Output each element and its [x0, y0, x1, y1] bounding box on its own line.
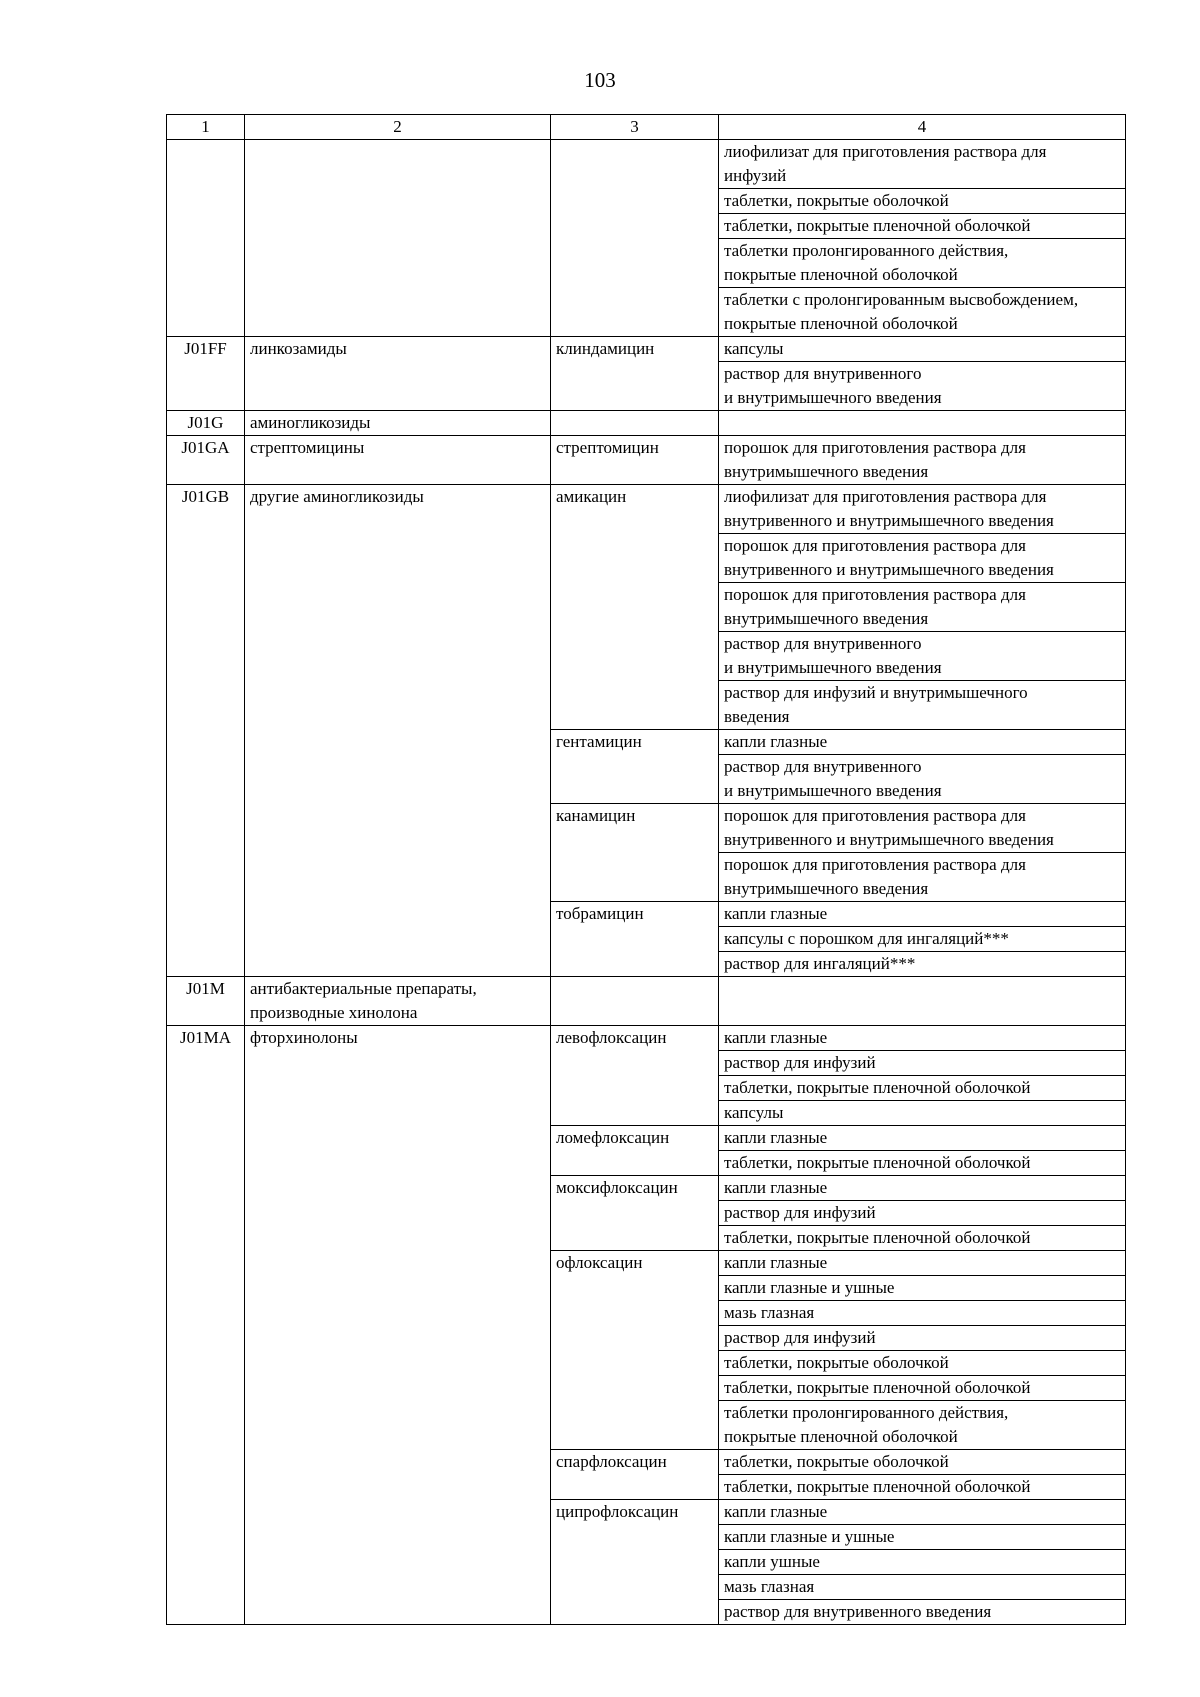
dosage-form-cell: капли глазные	[719, 1500, 1126, 1525]
dosage-form-cell: раствор для инфузий	[719, 1051, 1126, 1076]
atc-code-cell: J01FF	[167, 337, 245, 411]
dosage-form-cell: капсулы	[719, 337, 1126, 362]
drug-name-cell: амикацин	[551, 485, 719, 730]
dosage-form-cell: раствор для внутривенного введения	[719, 1600, 1126, 1625]
dosage-form-cell: лиофилизат для приготовления раствора для инфузий	[719, 140, 1126, 189]
table-row	[167, 140, 1126, 189]
drug-name-cell	[551, 411, 719, 436]
dosage-form-cell: раствор для инфузий и внутримышечного введения	[719, 681, 1126, 730]
column-header-4: 4	[719, 115, 1126, 140]
dosage-form-cell: капли глазные	[719, 1126, 1126, 1151]
atc-group-cell: антибактериальные препараты, производные хинолона	[245, 977, 551, 1026]
dosage-form-cell: порошок для приготовления раствора для внутривенного и внутримышечного введения	[719, 534, 1126, 583]
drug-name-cell: канамицин	[551, 804, 719, 902]
atc-group-cell	[245, 140, 551, 337]
dosage-form-cell: таблетки, покрытые оболочкой	[719, 189, 1126, 214]
dosage-form-cell	[719, 411, 1126, 436]
dosage-form-cell: раствор для инфузий	[719, 1326, 1126, 1351]
atc-group-cell: другие аминогликозиды	[245, 485, 551, 977]
atc-code-cell: J01M	[167, 977, 245, 1026]
column-header-1: 1	[167, 115, 245, 140]
drug-name-cell: тобрамицин	[551, 902, 719, 977]
drug-name-cell: спарфлоксацин	[551, 1450, 719, 1500]
dosage-form-cell: таблетки, покрытые оболочкой	[719, 1351, 1126, 1376]
table-row	[167, 485, 1126, 534]
dosage-form-cell: капли глазные	[719, 730, 1126, 755]
atc-group-cell: стрептомицины	[245, 436, 551, 485]
drug-name-cell	[551, 977, 719, 1026]
dosage-form-cell: капли глазные	[719, 1176, 1126, 1201]
dosage-form-cell: раствор для внутривенного и внутримышечного введения	[719, 632, 1126, 681]
dosage-form-cell: капли глазные	[719, 1251, 1126, 1276]
table-row	[167, 411, 1126, 436]
dosage-form-cell: таблетки, покрытые пленочной оболочкой	[719, 1475, 1126, 1500]
dosage-form-cell: порошок для приготовления раствора для внутримышечного введения	[719, 853, 1126, 902]
dosage-form-cell: мазь глазная	[719, 1301, 1126, 1326]
dosage-form-cell: порошок для приготовления раствора для внутривенного и внутримышечного введения	[719, 804, 1126, 853]
drug-name-cell: моксифлоксацин	[551, 1176, 719, 1251]
column-header-2: 2	[245, 115, 551, 140]
drug-name-cell: ломефлоксацин	[551, 1126, 719, 1176]
drug-name-cell: стрептомицин	[551, 436, 719, 485]
drug-name-cell: левофлоксацин	[551, 1026, 719, 1126]
atc-code-cell	[167, 140, 245, 337]
dosage-form-cell: раствор для внутривенного и внутримышечного введения	[719, 755, 1126, 804]
dosage-form-cell: раствор для внутривенного и внутримышечного введения	[719, 362, 1126, 411]
dosage-form-cell: лиофилизат для приготовления раствора для внутривенного и внутримышечного введения	[719, 485, 1126, 534]
table-row	[167, 977, 1126, 1026]
atc-code-cell: J01GB	[167, 485, 245, 977]
dosage-form-cell: капли глазные	[719, 902, 1126, 927]
atc-code-cell: J01GA	[167, 436, 245, 485]
dosage-form-cell: таблетки с пролонгированным высвобождением, покрытые пленочной оболочкой	[719, 288, 1126, 337]
drug-name-cell: гентамицин	[551, 730, 719, 804]
dosage-form-cell: капсулы	[719, 1101, 1126, 1126]
dosage-form-cell: раствор для ингаляций***	[719, 952, 1126, 977]
dosage-form-cell: таблетки, покрытые пленочной оболочкой	[719, 1151, 1126, 1176]
atc-group-cell: фторхинолоны	[245, 1026, 551, 1625]
dosage-form-cell: порошок для приготовления раствора для внутримышечного введения	[719, 583, 1126, 632]
atc-group-cell: линкозамиды	[245, 337, 551, 411]
dosage-form-cell: капсулы с порошком для ингаляций***	[719, 927, 1126, 952]
dosage-form-cell: капли глазные и ушные	[719, 1276, 1126, 1301]
dosage-form-cell: таблетки, покрытые пленочной оболочкой	[719, 214, 1126, 239]
page-number: 103	[584, 68, 616, 92]
dosage-form-cell: порошок для приготовления раствора для внутримышечного введения	[719, 436, 1126, 485]
dosage-form-cell: капли глазные и ушные	[719, 1525, 1126, 1550]
dosage-form-cell: таблетки, покрытые пленочной оболочкой	[719, 1226, 1126, 1251]
atc-group-cell: аминогликозиды	[245, 411, 551, 436]
table-header-row	[167, 115, 1126, 140]
dosage-form-cell	[719, 977, 1126, 1026]
table-body	[167, 140, 1126, 1625]
dosage-form-cell: таблетки пролонгированного действия, покрытые пленочной оболочкой	[719, 1401, 1126, 1450]
dosage-form-cell: таблетки, покрытые пленочной оболочкой	[719, 1376, 1126, 1401]
dosage-form-cell: таблетки, покрытые пленочной оболочкой	[719, 1076, 1126, 1101]
drug-name-cell: офлоксацин	[551, 1251, 719, 1450]
dosage-form-cell: мазь глазная	[719, 1575, 1126, 1600]
atc-code-cell: J01G	[167, 411, 245, 436]
atc-code-cell: J01MA	[167, 1026, 245, 1625]
column-header-3: 3	[551, 115, 719, 140]
dosage-form-cell: раствор для инфузий	[719, 1201, 1126, 1226]
dosage-form-cell: капли глазные	[719, 1026, 1126, 1051]
dosage-form-cell: таблетки пролонгированного действия, покрытые пленочной оболочкой	[719, 239, 1126, 288]
drug-name-cell: клиндамицин	[551, 337, 719, 411]
dosage-form-cell: таблетки, покрытые оболочкой	[719, 1450, 1126, 1475]
drug-name-cell	[551, 140, 719, 337]
table-row	[167, 337, 1126, 362]
table-row	[167, 436, 1126, 485]
table-row	[167, 1026, 1126, 1051]
dosage-form-cell: капли ушные	[719, 1550, 1126, 1575]
drug-name-cell: ципрофлоксацин	[551, 1500, 719, 1625]
drug-table	[166, 114, 1126, 1625]
